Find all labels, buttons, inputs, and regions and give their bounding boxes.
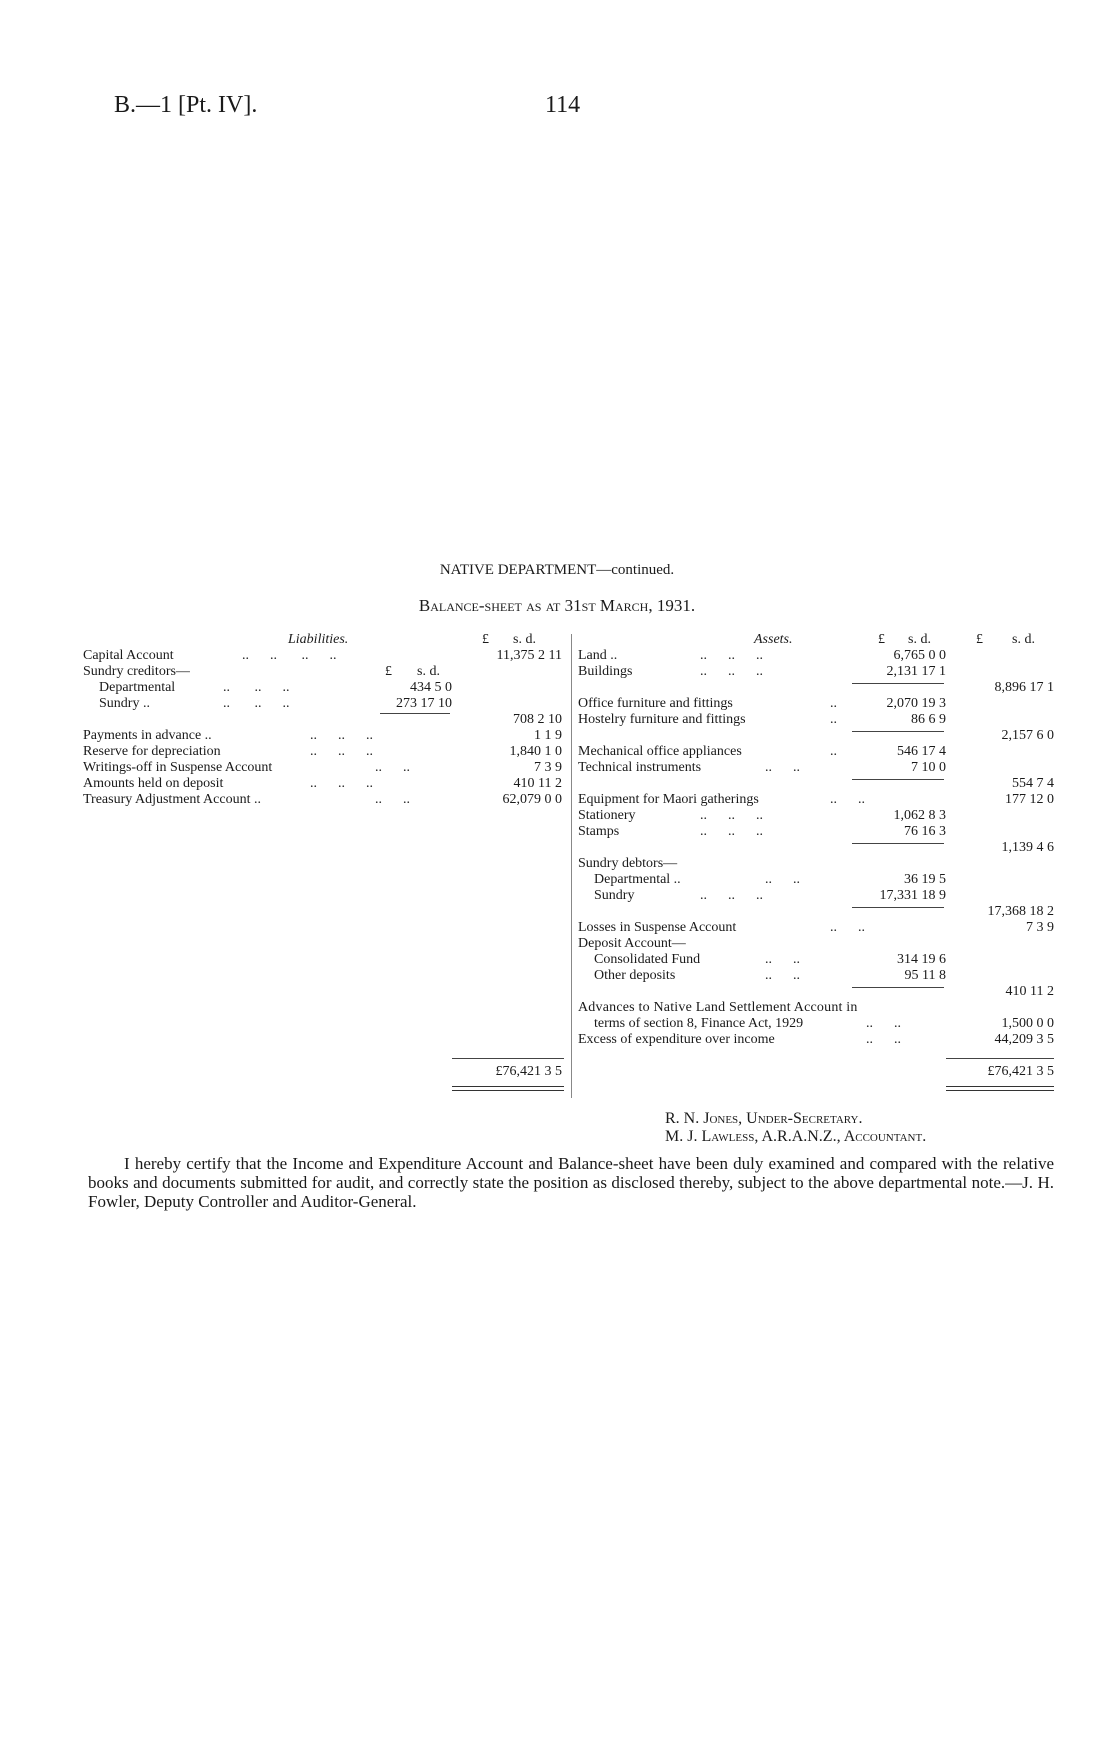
liabilities-total-rule	[452, 1058, 564, 1059]
capital-account-label: Capital Account	[83, 648, 174, 663]
other-deposits-amount: 95 11 8	[904, 968, 946, 983]
appliances-subtotal-rule	[852, 779, 944, 780]
reserve-depreciation-label: Reserve for depreciation	[83, 744, 221, 759]
column-divider	[571, 634, 572, 1098]
running-head: B.—1 [Pt. IV].	[114, 92, 258, 118]
stationery-stamps-total: 1,139 4 6	[1001, 840, 1054, 855]
section-title: NATIVE DEPARTMENT—continued.	[439, 562, 675, 578]
mechanical-appliances-label: Mechanical office appliances	[578, 744, 742, 759]
assets-col2-pound-header: £	[976, 632, 983, 647]
technical-instruments-amount: 7 10 0	[911, 760, 946, 775]
debtors-departmental-amount: 36 19 5	[904, 872, 946, 887]
appliances-total: 554 7 4	[1012, 776, 1054, 791]
stationery-amount: 1,062 8 3	[893, 808, 946, 823]
excess-expenditure-label: Excess of expenditure over income	[578, 1032, 775, 1047]
advances-label-line1: Advances to Native Land Settlement Account in	[578, 1000, 858, 1015]
deposit-held-amount: 410 11 2	[513, 776, 562, 791]
deposit-held-label: Amounts held on deposit	[83, 776, 224, 791]
maori-gatherings-label: Equipment for Maori gatherings	[578, 792, 759, 807]
creditors-total-amount: 708 2 10	[513, 712, 562, 727]
writings-off-label: Writings-off in Suspense Account	[83, 760, 273, 775]
buildings-label: Buildings	[578, 664, 633, 679]
stationery-subtotal-rule	[852, 843, 944, 844]
treasury-adjustment-amount: 62,079 0 0	[502, 792, 562, 807]
assets-col2-sd-header: s. d.	[1012, 632, 1035, 647]
sundry-creditors-sd-header: s. d.	[417, 664, 440, 679]
mechanical-appliances-amount: 546 17 4	[897, 744, 946, 759]
assets-heading: Assets.	[754, 632, 793, 647]
office-furniture-amount: 2,070 19 3	[886, 696, 946, 711]
creditors-departmental-amount: 434 5 0	[410, 680, 452, 695]
audit-certificate: I hereby certify that the Income and Expenditure Account and Balance-sheet have been duly examined and compared with the relative books and documents submitted for audit, and correctly state the position as disclosed thereby, subject to the above departmental note.—J. H. Fowler, Deputy Controller and Auditor-General.	[88, 1154, 1054, 1211]
furniture-total: 2,157 6 0	[1001, 728, 1054, 743]
buildings-amount: 2,131 17 1	[886, 664, 946, 679]
excess-expenditure-amount: 44,209 3 5	[994, 1032, 1054, 1047]
signature-accountant: M. J. Lawless, A.R.A.N.Z., Accountant.	[665, 1128, 927, 1145]
assets-double-rule	[946, 1086, 1054, 1091]
deposit-account-total: 410 11 2	[1005, 984, 1054, 999]
deposit-account-heading: Deposit Account—	[578, 936, 686, 951]
office-furniture-label: Office furniture and fittings	[578, 696, 733, 711]
assets-col1-sd-header: s. d.	[908, 632, 931, 647]
assets-col1-pound-header: £	[878, 632, 885, 647]
creditors-departmental-label: Departmental	[99, 680, 176, 695]
land-amount: 6,765 0 0	[893, 648, 946, 663]
assets-total: £76,421 3 5	[987, 1064, 1054, 1079]
liabilities-pound-header: £	[482, 632, 489, 647]
debtors-total: 17,368 18 2	[987, 904, 1054, 919]
hostelry-furniture-label: Hostelry furniture and fittings	[578, 712, 746, 727]
liabilities-sd-header: s. d.	[513, 632, 536, 647]
losses-suspense-amount: 7 3 9	[1026, 920, 1054, 935]
liabilities-double-rule	[452, 1086, 564, 1091]
sundry-creditors-pound-header: £	[385, 664, 392, 679]
debtors-departmental-label: Departmental ..	[594, 872, 681, 887]
debtors-subtotal-rule	[852, 907, 944, 908]
writings-off-amount: 7 3 9	[534, 760, 562, 775]
land-subtotal-rule	[852, 683, 944, 684]
advances-label-line2: terms of section 8, Finance Act, 1929	[594, 1016, 804, 1031]
deposit-subtotal-rule	[852, 987, 944, 988]
other-deposits-label: Other deposits	[594, 968, 676, 983]
advances-amount: 1,500 0 0	[1001, 1016, 1054, 1031]
signature-under-secretary: R. N. Jones, Under-Secretary.	[665, 1110, 863, 1127]
maori-gatherings-amount: 177 12 0	[1005, 792, 1054, 807]
payments-in-advance-amount: 1 1 9	[534, 728, 562, 743]
losses-suspense-label: Losses in Suspense Account	[578, 920, 737, 935]
liabilities-total: £76,421 3 5	[495, 1064, 562, 1079]
balance-sheet-title: Balance-sheet as at 31st March, 1931.	[418, 596, 696, 615]
payments-in-advance-label: Payments in advance ..	[83, 728, 212, 743]
technical-instruments-label: Technical instruments	[578, 760, 702, 775]
assets-total-rule	[946, 1058, 1054, 1059]
debtors-sundry-label: Sundry	[594, 888, 635, 903]
consolidated-fund-amount: 314 19 6	[897, 952, 946, 967]
hostelry-furniture-amount: 86 6 9	[911, 712, 946, 727]
page-number: 114	[545, 92, 581, 118]
stamps-amount: 76 16 3	[904, 824, 946, 839]
reserve-depreciation-amount: 1,840 1 0	[509, 744, 562, 759]
land-buildings-total: 8,896 17 1	[994, 680, 1054, 695]
sundry-debtors-heading: Sundry debtors—	[578, 856, 678, 871]
stationery-label: Stationery	[578, 808, 636, 823]
liabilities-heading: Liabilities.	[288, 632, 349, 647]
treasury-adjustment-label: Treasury Adjustment Account ..	[83, 792, 261, 807]
furniture-subtotal-rule	[852, 731, 944, 732]
debtors-sundry-amount: 17,331 18 9	[879, 888, 946, 903]
stamps-label: Stamps	[578, 824, 620, 839]
capital-account-amount: 11,375 2 11	[496, 648, 562, 663]
creditors-sundry-amount: 273 17 10	[396, 696, 452, 711]
creditors-sundry-label: Sundry ..	[99, 696, 150, 711]
consolidated-fund-label: Consolidated Fund	[594, 952, 701, 967]
land-label: Land ..	[578, 648, 618, 663]
sundry-creditors-heading: Sundry creditors—	[83, 664, 190, 679]
